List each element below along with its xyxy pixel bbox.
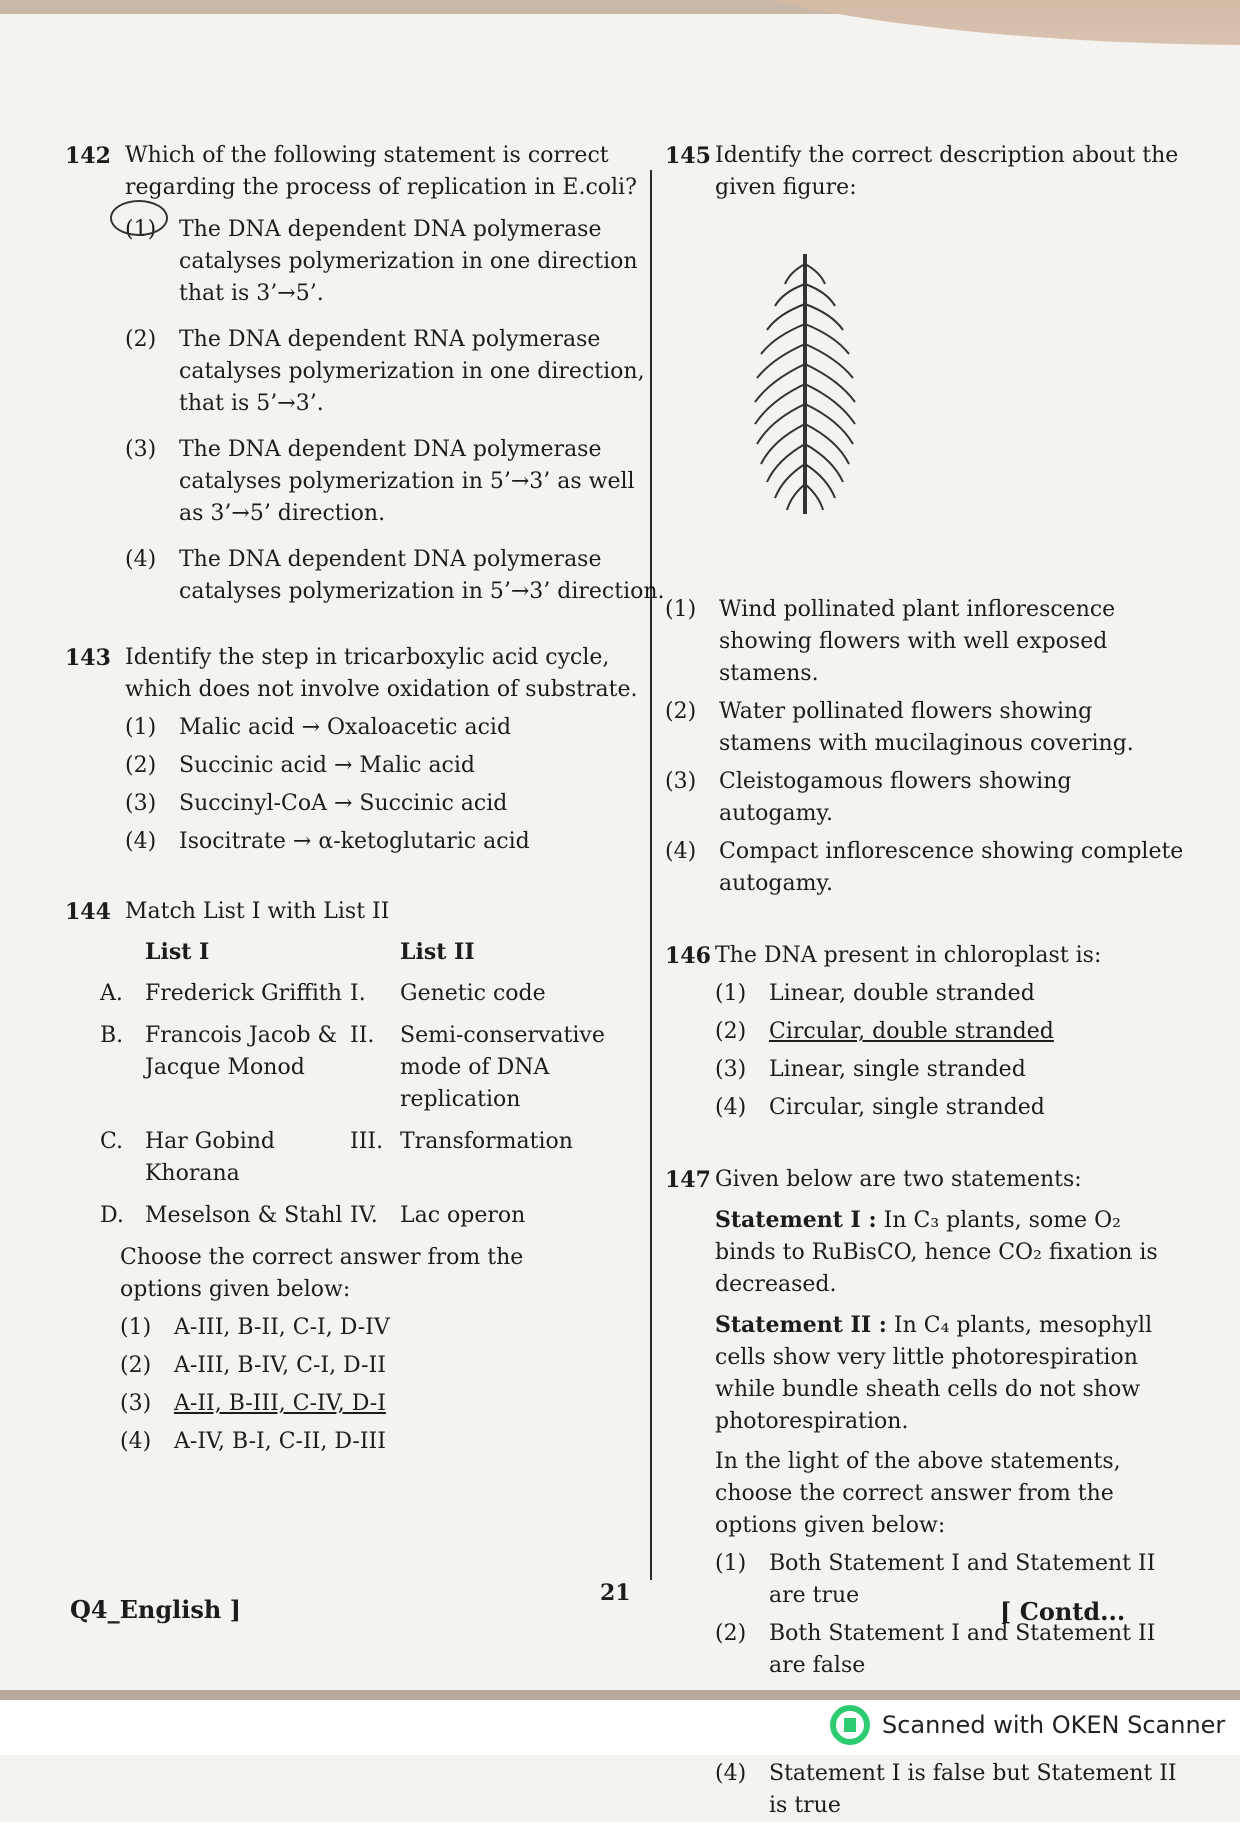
statement-1 [715,1204,1185,1301]
match-row-d [100,1200,660,1232]
option-1 [715,978,1185,1010]
question-144 [65,896,665,1458]
option-3 [125,434,665,530]
option-number: (2) [715,1621,747,1646]
question-number: 146 [665,943,711,969]
statement-2 [715,1309,1185,1438]
option-4 [715,1758,1185,1822]
question-text: Which of the following statement is correct regarding the process of replication in E.coli? [125,143,637,200]
option-text: Succinyl-CoA → Succinic acid [179,791,508,816]
option-text: A-III, B-IV, C-I, D-II [174,1353,386,1378]
option-text: Circular, single stranded [769,1095,1045,1120]
list-2-item: Transformation [400,1129,573,1154]
list-2-roman: IV. [350,1203,378,1228]
option-text: A-II, B-III, C-IV, D-I [174,1391,386,1416]
option-text: The DNA dependent RNA polymerase catalyses polymerization in one direction, that is 5’→3’. [179,327,645,416]
question-number: 142 [65,143,111,169]
option-number: (3) [120,1391,152,1416]
option-3 [715,1054,1185,1086]
option-4 [120,1426,665,1458]
option-number: (1) [125,217,157,242]
option-3 [665,766,1185,830]
option-1 [125,214,665,310]
option-number: (1) [665,597,697,622]
option-number: (3) [125,437,157,462]
option-number: (3) [125,791,157,816]
option-number: (2) [665,699,697,724]
option-text: Both Statement I and Statement II are true [769,1551,1156,1608]
question-text: Given below are two statements: [715,1167,1082,1192]
right-column [665,140,1185,1822]
option-text: Both Statement I and Statement II are false [769,1621,1156,1678]
scanner-watermark [830,1705,1230,1745]
option-number: (2) [120,1353,152,1378]
match-row-a [100,978,660,1010]
option-text: Wind pollinated plant inflorescence showing flowers with well exposed stamens. [719,597,1116,686]
option-number: (4) [665,839,697,864]
match-header-row [100,936,660,968]
option-text: A-IV, B-I, C-II, D-III [174,1429,386,1454]
option-number: (4) [120,1429,152,1454]
choose-instruction: Choose the correct answer from the options given below: [120,1245,524,1302]
option-number: (4) [715,1095,747,1120]
option-text: The DNA dependent DNA polymerase catalyses polymerization in 5’→3’ as well as 3’→5’ direction. [179,437,635,526]
statement-2-label: Statement II : [715,1312,887,1338]
option-text: Statement I is false but Statement II is true [769,1761,1177,1818]
paper-code: Q4_English ] [70,1595,242,1624]
option-number: (1) [125,715,157,740]
option-4 [715,1092,1185,1124]
statement-1-label: Statement I : [715,1207,877,1233]
option-number: (3) [715,1057,747,1082]
question-146 [665,940,1185,1124]
option-text: Circular, double stranded [769,1019,1054,1044]
option-text: The DNA dependent DNA polymerase catalyses polymerization in 5’→3’ direction. [179,547,665,604]
option-number: (4) [715,1761,747,1786]
list-1-letter: D. [100,1203,124,1228]
option-number: (2) [125,753,157,778]
list-1-letter: C. [100,1129,124,1154]
handwritten-answer-mark [110,200,168,236]
option-2 [665,696,1185,760]
option-text: A-III, B-II, C-I, D-IV [174,1315,390,1340]
option-4 [665,836,1185,900]
option-3 [125,788,665,820]
option-number: (4) [125,829,157,854]
question-145 [665,140,1185,900]
option-1 [125,712,665,744]
page-number: 21 [600,1580,631,1606]
option-text: Linear, double stranded [769,981,1035,1006]
match-row-b [100,1020,660,1116]
question-number: 143 [65,645,111,671]
list-1-letter: A. [100,981,123,1006]
question-143 [65,642,665,858]
question-text: Identify the correct description about the given figure: [715,143,1179,200]
continued-note: [ Contd... [1000,1597,1126,1626]
option-text: The DNA dependent DNA polymerase catalyses polymerization in one direction that is 3’→5’. [179,217,638,306]
question-text: The DNA present in chloroplast is: [715,943,1102,968]
option-1 [665,594,1185,690]
scanner-logo-icon [830,1705,870,1745]
list-2-item: Lac operon [400,1203,526,1228]
option-text: Linear, single stranded [769,1057,1026,1082]
option-number: (1) [120,1315,152,1340]
list-2-item: Semi-conservative mode of DNA replication [400,1023,605,1112]
question-number: 144 [65,899,111,925]
option-number: (2) [125,327,157,352]
option-number: (2) [715,1019,747,1044]
inflorescence-figure [745,244,865,524]
match-table [100,936,660,1232]
statement-2-text: In C₄ plants, mesophyll cells show very little photorespiration while bundle sheath cells do not show photorespiration. [715,1313,1153,1434]
statement-1-text: In C₃ plants, some O₂ binds to RuBisCO, hence CO₂ fixation is decreased. [715,1208,1158,1297]
top-page-edge [0,0,1240,55]
option-2 [120,1350,665,1382]
option-2 [715,1016,1185,1048]
option-number: (1) [715,981,747,1006]
inflorescence-drawing [745,244,865,524]
option-text: Water pollinated flowers showing stamens with mucilaginous covering. [719,699,1134,756]
list-1-item: Har Gobind Khorana [145,1129,276,1186]
list-1-item: Frederick Griffith [145,981,342,1006]
question-text: Identify the step in tricarboxylic acid cycle, which does not involve oxidation of substrate. [125,645,638,702]
list-2-roman: III. [350,1129,384,1154]
option-2 [125,324,665,420]
option-text: Malic acid → Oxaloacetic acid [179,715,512,740]
option-2 [715,1618,1185,1682]
option-4 [125,826,665,858]
list-1-item: Francois Jacob & Jacque Monod [145,1023,338,1080]
option-2 [125,750,665,782]
list-2-roman: I. [350,981,366,1006]
option-text: Isocitrate → α-ketoglutaric acid [179,829,530,854]
option-1 [120,1312,665,1344]
option-text: Cleistogamous flowers showing autogamy. [719,769,1072,826]
bottom-edge-strip [0,1690,1240,1700]
question-number: 147 [665,1167,711,1193]
question-text: Match List I with List II [125,899,390,924]
list-2-roman: II. [350,1023,375,1048]
option-4 [125,544,665,608]
option-number: (4) [125,547,157,572]
list-1-item: Meselson & Stahl [145,1203,343,1228]
option-3 [120,1388,665,1420]
list-2-header: List II [400,939,475,965]
option-text: Succinic acid → Malic acid [179,753,476,778]
question-142 [65,140,665,608]
list-1-header: List I [145,939,210,965]
option-number: (1) [715,1551,747,1576]
question-number: 145 [665,143,711,169]
left-column [65,140,665,1458]
list-1-letter: B. [100,1023,124,1048]
scanner-text: Scanned with OKEN Scanner [882,1711,1226,1739]
option-number: (3) [665,769,697,794]
choose-instruction: In the light of the above statements, choose the correct answer from the options given below: [715,1449,1121,1538]
option-text: Compact inflorescence showing complete autogamy. [719,839,1184,896]
match-row-c [100,1126,660,1190]
list-2-item: Genetic code [400,981,546,1006]
